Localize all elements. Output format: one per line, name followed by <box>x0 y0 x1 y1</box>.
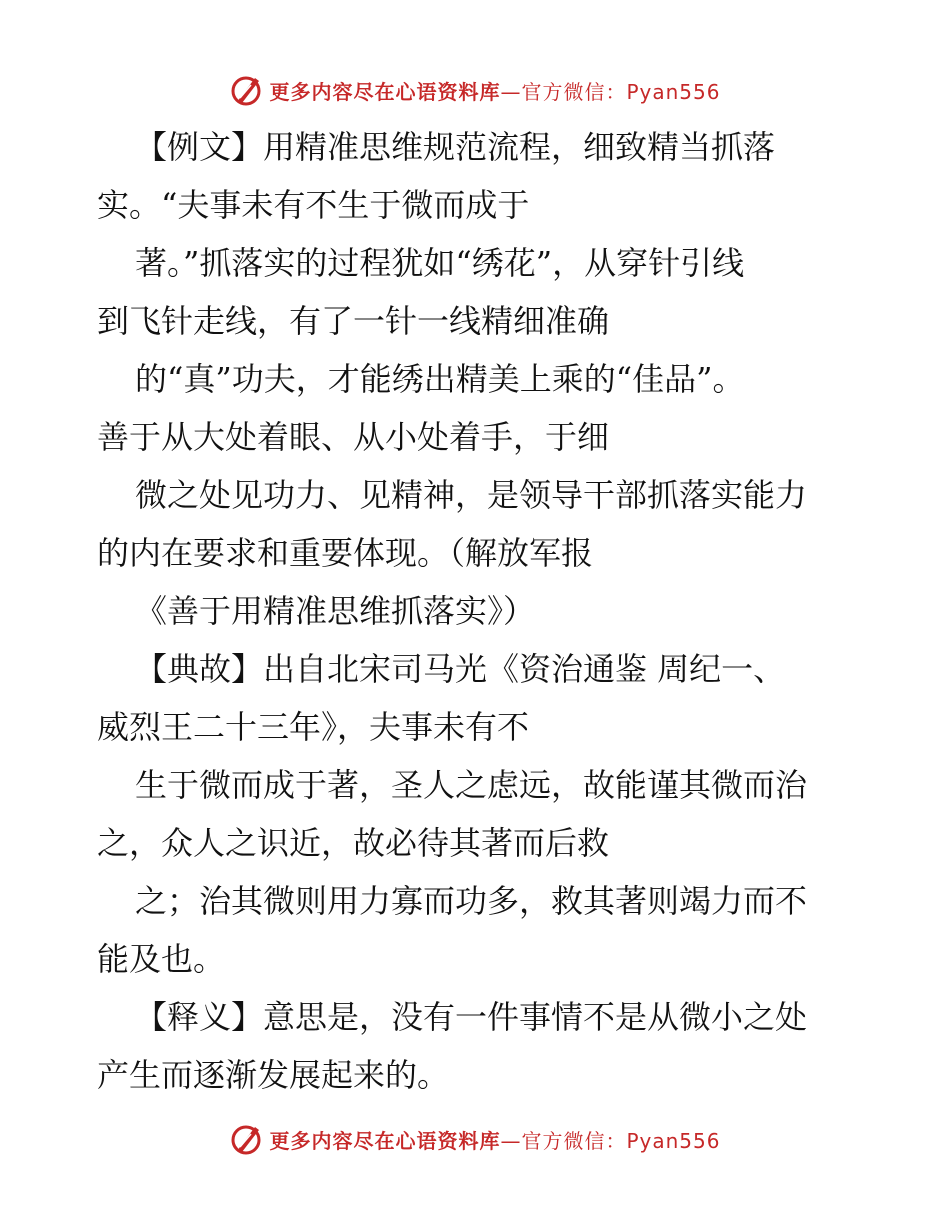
text-line: 《善于用精准思维抓落实》） <box>135 592 536 630</box>
text-line: 能及也。 <box>97 940 226 978</box>
quill-pen-logo-icon <box>229 1121 265 1157</box>
text-line: 实。“夫事未有不生于微而成于 <box>97 186 530 224</box>
header-banner <box>0 68 950 112</box>
document-body <box>97 118 857 1104</box>
text-line: 【释义】意思是，没有一件事情不是从微小之处 <box>135 998 808 1036</box>
text-line: 生于微而成于著，圣人之虑远，故能谨其微而治 <box>135 766 808 804</box>
text-line: 【例文】用精准思维规范流程，细致精当抓落 <box>135 128 776 166</box>
text-line: 著。”抓落实的过程犹如“绣花”，从穿针引线 <box>135 244 745 282</box>
quill-pen-logo-icon <box>229 72 265 108</box>
footer-banner <box>0 1117 950 1161</box>
text-line: 威烈王二十三年》，夫事未有不 <box>97 708 530 746</box>
text-line: 产生而逐渐发展起来的。 <box>97 1056 450 1094</box>
text-line: 【典故】出自北宋司马光《资治通鉴 周纪一、 <box>135 650 786 688</box>
text-line: 善于从大处着眼、从小处着手，于细 <box>97 418 610 456</box>
text-line: 之；治其微则用力寡而功多，救其著则竭力而不 <box>135 882 808 920</box>
text-line: 的“真”功夫，才能绣出精美上乘的“佳品”。 <box>135 360 745 398</box>
banner-site-name: 更多内容尽在心语资料库 <box>269 79 501 104</box>
text-line: 微之处见功力、见精神，是领导干部抓落实能力 <box>135 476 808 514</box>
banner-site-name: 更多内容尽在心语资料库 <box>269 1128 501 1153</box>
banner-wechat: —官方微信：Pyan556 <box>500 79 721 104</box>
text-line: 的内在要求和重要体现。（解放军报 <box>97 534 594 572</box>
banner-wechat: —官方微信：Pyan556 <box>500 1128 721 1153</box>
text-line: 之，众人之识近，故必待其著而后救 <box>97 824 610 862</box>
text-line: 到飞针走线，有了一针一线精细准确 <box>97 302 610 340</box>
